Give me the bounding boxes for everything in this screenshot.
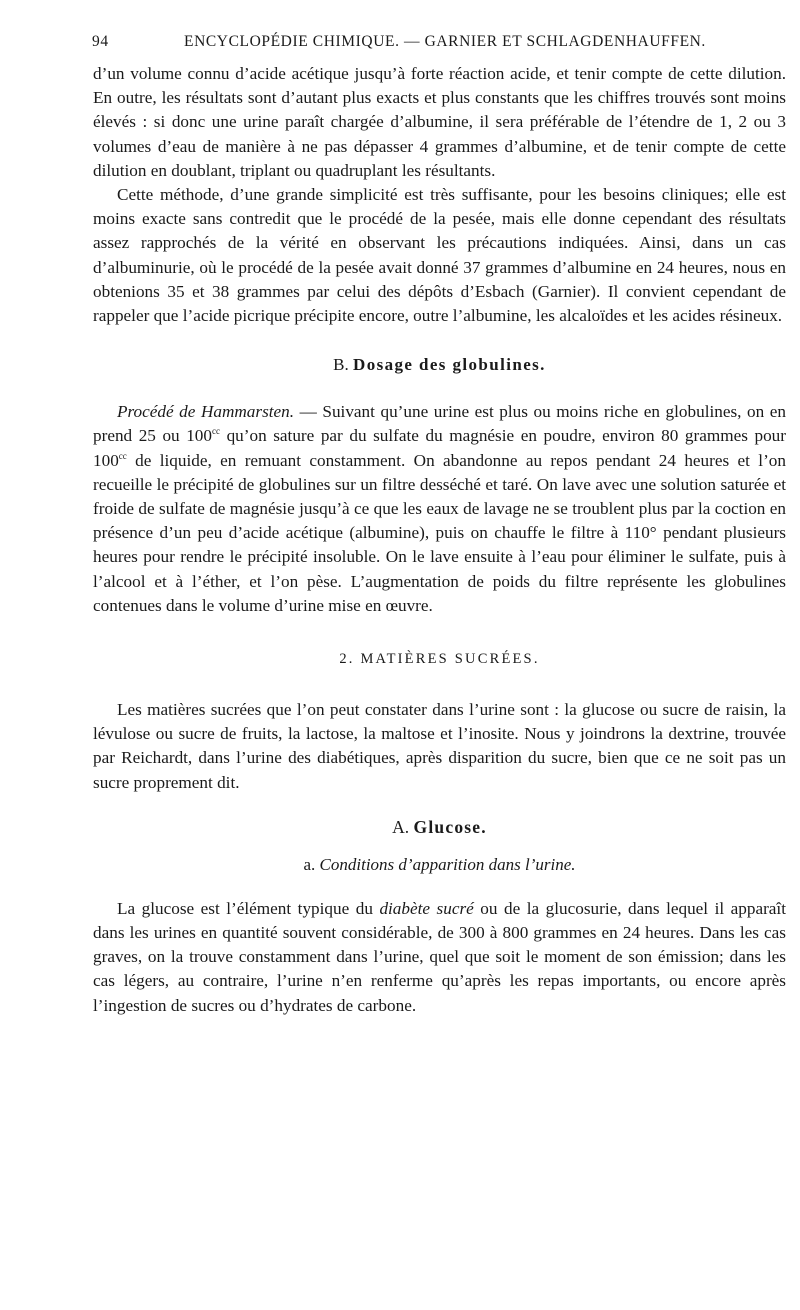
section-title: Dosage des globulines. bbox=[353, 355, 546, 375]
subsection-title: Conditions d’apparition dans l’urine. bbox=[319, 854, 576, 874]
running-title: ENCYCLOPÉDIE CHIMIQUE. — GARNIER ET SCHLAGDENHAUFFEN. bbox=[184, 33, 706, 50]
subsection-heading-conditions bbox=[93, 853, 786, 877]
section-title: Glucose. bbox=[413, 816, 487, 837]
page-body bbox=[93, 62, 786, 1018]
method-name: Procédé de Hammarsten. bbox=[117, 402, 295, 422]
section-heading-matieres-sucrees: 2. MATIÈRES SUCRÉES. bbox=[339, 651, 540, 668]
paragraph-hammarsten: Procédé de Hammarsten. — Suivant qu’une urine est plus ou moins riche en globulines, on en prend 25 ou $100^{cc}$ qu’on sature par du sulfate du magnésie en poudre, environ 80 grammes pour $100^{cc}$ de liquide, en remuant constamment. On abandonne au repos pendant 24 heures et l’on recueille le précipité de globulines sur un filtre desséché et taré. On lave avec une solution saturée et froide de sulfate de magnésie jusqu’à ce que les eaux de lavage ne se troublent plus par la coction en présence d’un peu d’acide acétique (albumine), puis on chauffe le filtre à 110° pendant plusieurs heures pour rendre le précipité insoluble. On le lave ensuite à l’eau pour éliminer le sulfate, puis à l’alcool et à l’éther, et l’on pèse. L’augmentation de poids du filtre représente les globulines contenues dans le volume d’urine mise en œuvre. bbox=[93, 402, 786, 615]
section-heading-glucose bbox=[93, 815, 786, 839]
section-letter: B. bbox=[333, 355, 349, 375]
paragraph-glucose: La glucose est l’élément typique du diabète sucré ou de la glucosurie, dans lequel il apparaît dans les urines en quantité souvent considérable, de 300 à 800 grammes en 24 heures. Dans les cas graves, on la trouve constamment dans l’urine, quel que soit le moment de son émission; dans les cas légers, au contraire, l’urine n’en renferme qu’après les repas importants, ou encore après l’ingestion de sucres ou d’hydrates de carbone. bbox=[93, 898, 786, 1015]
subsection-letter: a. bbox=[303, 854, 316, 874]
paragraph-dilution: d’un volume connu d’acide acétique jusqu’à forte réaction acide, et tenir compte de cette dilution. En outre, les résultats sont d’autant plus exacts et plus constants que les chiffres trouvés sont moins élevés : si donc une urine paraît chargée d’albumine, il sera préférable de l’étendre de 1, 2 ou 3 volumes d’eau de manière à ne pas dépasser 4 grammes d’albumine, et de tenir compte de cette dilution en doublant, triplant ou quadruplant les résultants. bbox=[93, 64, 786, 180]
section-letter: A. bbox=[392, 816, 410, 837]
section-heading-globulines bbox=[93, 354, 786, 376]
term-diabete: diabète sucré bbox=[379, 898, 474, 918]
page-number: 94 bbox=[92, 33, 109, 50]
paragraph-methode: Cette méthode, d’une grande simplicité est très suffisante, pour les besoins cliniques; elle est moins exacte sans contredit que le procédé de la pesée, mais elle donne cependant des résultats assez rapprochés de la vérité en observant les précautions indiquées. Ainsi, dans un cas d’albuminurie, où le procédé de la pesée avait donné 37 grammes d’albumine en 24 heures, nous en obtenions 35 et 38 grammes par celui des dépôts d’Esbach (Garnier). Il convient cependant de rappeler que l’acide picrique précipite encore, outre l’albumine, les alcaloïdes et les acides résineux. bbox=[93, 185, 786, 326]
paragraph-matieres-sucrees: Les matières sucrées que l’on peut constater dans l’urine sont : la glucose ou sucre de raisin, la lévulose ou sucre de fruits, la lactose, la maltose et l’inosite. Nous y joindrons la dextrine, trouvée par Reichardt, dans l’urine des diabétiques, après disparition du sucre, bien que ce ne soit pas un sucre proprement dit. bbox=[93, 700, 786, 792]
